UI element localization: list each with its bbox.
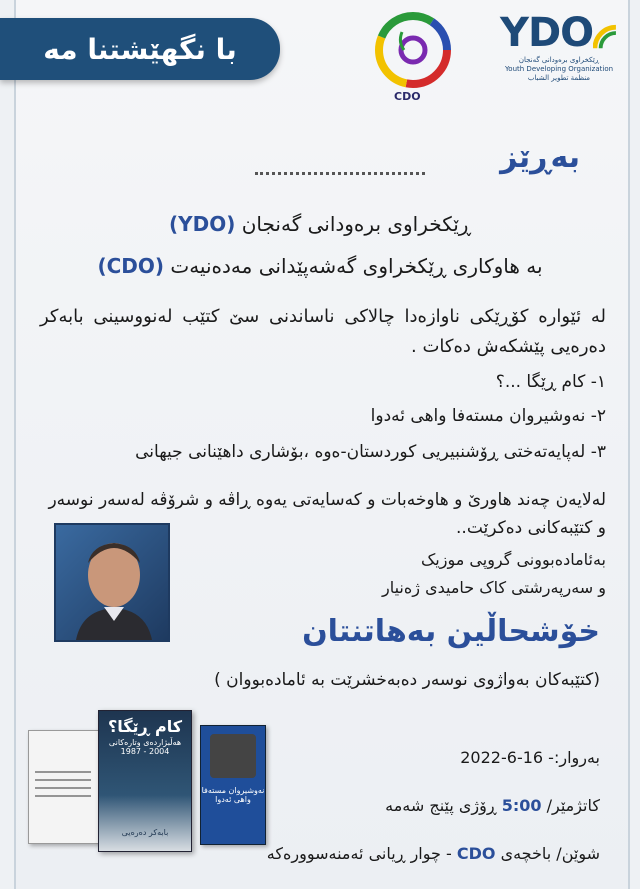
cdo-logo-label: CDO	[394, 90, 421, 103]
ydo-english-name: Youth Developing Organization	[504, 65, 614, 73]
author-portrait-icon	[56, 525, 168, 640]
book-2-author: بابەکر دەرەیی	[121, 828, 169, 837]
organizer-line	[0, 212, 640, 236]
signing-note: (کتێبەکان بەواژوی نوسەر دەبەخشرێت بە ئامادەبووان )	[214, 670, 600, 690]
sun-icon	[593, 15, 618, 51]
date-label: بەروار:-	[548, 748, 600, 767]
book-cover-2	[98, 710, 192, 852]
welcome-message: خۆشحاڵین بەهاتنتان	[302, 614, 600, 649]
organizer-name: ڕێکخراوی برەودانی گەنجان	[241, 212, 472, 236]
partner-line	[0, 254, 640, 278]
book-item-1: ١- کام ڕێگا ...؟	[495, 372, 606, 392]
cdo-logo	[372, 12, 454, 104]
event-place	[267, 844, 600, 863]
ydo-kurdish-name: ڕێکخراوی برەودانی گەنجان	[518, 56, 600, 64]
place-cdo: CDO	[456, 844, 496, 863]
ydo-logo	[500, 10, 618, 96]
organizer-tag: (YDO)	[168, 212, 236, 236]
book-3-title: نەوشیروان مستەفا واهی ئەدوا	[201, 786, 265, 804]
author-photo	[54, 523, 170, 642]
music-supervisor: و سەرپەرشتی کاک حامیدی ژەنیار	[382, 578, 606, 597]
music-line	[200, 546, 606, 602]
intro-paragraph: لە ئێوارە کۆڕێکی ناوازەدا چالاکی ناساندنی سێ کتێب لەنووسینی بابەکر دەرەیی پێشکەش دەکات .	[40, 306, 606, 357]
discussion-paragraph: لەلایەن چەند هاورێ و هاوخەبات و کەسایەتی یەوە ڕاڤە و شرۆڤە لەسەر نوسەر و کتێبەکانی دەکرێت..	[48, 490, 606, 538]
name-blank-line	[255, 172, 425, 175]
music-group: بەئامادەبوونی گروپی موزیک	[420, 550, 606, 569]
book-cover-3	[200, 725, 266, 845]
book-covers	[28, 710, 268, 860]
salutation-heading: بەڕێز	[500, 140, 580, 175]
partner-tag: (CDO)	[97, 254, 165, 278]
greeting-banner: با نگهێشتنا مه	[0, 18, 280, 80]
book-item-2: ٢- نەوشیروان مستەفا واهی ئەدوا	[370, 406, 606, 426]
date-value: 16-6-2022	[460, 748, 544, 767]
book-2-subtitle: هەڵبژاردەی وتارەکانی	[108, 738, 182, 747]
ydo-logo-label: YDO	[500, 10, 594, 56]
partner-name: بە هاوکاری ڕێکخراوی گەشەپێدانی مەدەنیەت	[170, 254, 543, 278]
book-cover-1	[28, 730, 100, 844]
time-day: ڕۆژی پێنج شەمە	[385, 796, 497, 815]
cdo-logo-icon	[372, 12, 454, 92]
time-label: کاتژمێر/	[546, 796, 600, 815]
book-item-3: ٣- لەپایەتەختی ڕۆشنبیریی کوردستان-ەوە ،بۆشاری داهێنانی جیهانی	[135, 442, 606, 462]
ydo-arabic-name: منظمة تطوير الشباب	[527, 74, 591, 82]
book-2-title: کام ڕێگا؟	[107, 717, 183, 736]
event-time	[385, 796, 600, 815]
place-rest: - چوار ڕیانی ئەمنەسوورەکە	[266, 844, 452, 863]
book-2-years: 2004 - 1987	[120, 747, 170, 756]
place-label: شوێن/ باخچەی	[500, 844, 600, 863]
event-date	[460, 748, 600, 767]
time-value: 5:00	[501, 796, 542, 815]
